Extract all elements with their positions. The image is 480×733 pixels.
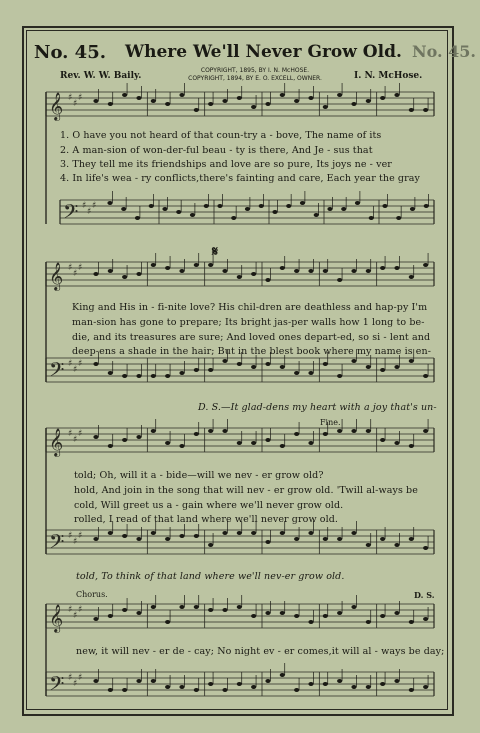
note-head xyxy=(93,435,98,439)
note-head xyxy=(337,611,342,615)
note-head xyxy=(394,266,399,270)
note-head xyxy=(93,537,98,541)
note-head xyxy=(337,374,342,378)
fine-mark: Fine. xyxy=(320,418,341,427)
note-head xyxy=(136,96,141,100)
note-head xyxy=(409,359,414,363)
note-head xyxy=(410,207,415,211)
note-head xyxy=(151,679,156,683)
note-head xyxy=(237,96,242,100)
note-head xyxy=(251,614,256,618)
note-head xyxy=(351,429,356,433)
note-head xyxy=(251,272,256,276)
sharp-icon: ♯ xyxy=(73,435,78,445)
note-head xyxy=(380,96,385,100)
note-head xyxy=(394,679,399,683)
note-head xyxy=(122,275,127,279)
note-head xyxy=(179,605,184,609)
note-head xyxy=(409,275,414,279)
sharp-icon: ♯ xyxy=(68,359,73,369)
note-head xyxy=(108,371,113,375)
note-head xyxy=(423,374,428,378)
note-head xyxy=(151,605,156,609)
note-head xyxy=(136,374,141,378)
copyright-line-1: COPYRIGHT, 1895, BY I. N. McHOSE. xyxy=(200,67,310,74)
note-head xyxy=(222,688,227,692)
note-head xyxy=(337,93,342,97)
note-head xyxy=(165,441,170,445)
ds-mark: D. S. xyxy=(414,590,435,600)
chorus-line: new, it will nev - er de - cay; No night ev - er comes,it will al - ways be day; xyxy=(76,646,445,657)
note-head xyxy=(280,531,285,535)
note-head xyxy=(323,105,328,109)
note-head xyxy=(323,537,328,541)
note-head xyxy=(337,679,342,683)
note-head xyxy=(327,207,332,211)
note-head xyxy=(165,374,170,378)
note-head xyxy=(136,435,141,439)
note-head xyxy=(194,605,199,609)
note-head xyxy=(165,102,170,106)
verse-4-line: deep-ens a shade in the hair; But in the blest book where my name is en- xyxy=(72,346,432,357)
note-head xyxy=(394,93,399,97)
note-head xyxy=(265,102,270,106)
composer-credit: I. N. McHose. xyxy=(354,71,423,81)
note-head xyxy=(222,531,227,535)
note-head xyxy=(380,614,385,618)
note-head xyxy=(396,216,401,220)
note-head xyxy=(237,531,242,535)
note-head xyxy=(308,682,313,686)
note-head xyxy=(251,365,256,369)
note-head xyxy=(280,673,285,677)
note-head xyxy=(341,207,346,211)
staff xyxy=(46,419,434,457)
note-head xyxy=(204,204,209,208)
note-head xyxy=(151,263,156,267)
note-head xyxy=(300,201,305,205)
sharp-icon: ♯ xyxy=(78,263,83,273)
staff xyxy=(46,83,434,121)
note-head xyxy=(423,108,428,112)
note-head xyxy=(308,531,313,535)
note-head xyxy=(323,269,328,273)
note-head xyxy=(409,688,414,692)
verse-3-line: cold, Will greet us a - gain where we'll never grow old. xyxy=(74,500,344,511)
note-head xyxy=(136,679,141,683)
note-head xyxy=(108,531,113,535)
sharp-icon: ♯ xyxy=(78,429,83,439)
note-head xyxy=(194,368,199,372)
note-head xyxy=(208,429,213,433)
note-head xyxy=(337,278,342,282)
note-head xyxy=(251,441,256,445)
ds-lyric-line: D. S.—It glad-dens my heart with a joy that's un- xyxy=(198,402,437,413)
note-head xyxy=(222,269,227,273)
note-head xyxy=(208,608,213,612)
note-head xyxy=(308,371,313,375)
note-head xyxy=(93,99,98,103)
note-head xyxy=(280,444,285,448)
note-head xyxy=(423,429,428,433)
note-head xyxy=(280,266,285,270)
verse-2-line: hold, And join in the song that will nev - er grow old. 'Twill al-ways be xyxy=(74,485,418,496)
note-head xyxy=(93,272,98,276)
note-head xyxy=(122,608,127,612)
note-head xyxy=(351,531,356,535)
note-head xyxy=(108,269,113,273)
note-head xyxy=(423,617,428,621)
note-head xyxy=(337,537,342,541)
sharp-icon: ♯ xyxy=(68,605,73,615)
staff xyxy=(46,663,434,700)
sharp-icon: ♯ xyxy=(73,269,78,279)
note-head xyxy=(265,438,270,442)
note-head xyxy=(194,432,199,436)
note-head xyxy=(351,605,356,609)
note-head xyxy=(165,620,170,624)
note-head xyxy=(294,537,299,541)
copyright-line-2: COPYRIGHT, 1894, BY E. O. EXCELL, OWNER. xyxy=(188,75,322,82)
note-head xyxy=(280,93,285,97)
staff xyxy=(46,253,434,291)
note-head xyxy=(179,269,184,273)
note-head xyxy=(93,617,98,621)
sharp-icon: ♯ xyxy=(92,201,97,211)
note-head xyxy=(208,543,213,547)
treble-clef-icon: 𝄞 xyxy=(49,92,64,120)
note-head xyxy=(409,444,414,448)
note-head xyxy=(208,263,213,267)
note-head xyxy=(366,429,371,433)
sharp-icon: ♯ xyxy=(68,429,73,439)
note-head xyxy=(237,362,242,366)
note-head xyxy=(149,204,154,208)
note-head xyxy=(294,269,299,273)
note-head xyxy=(108,102,113,106)
verse-3-line: die, and its treasures are sure; And loved ones depart-ed, so si - lent and xyxy=(72,332,431,343)
verse-1-line: told; Oh, will it a - bide—will we nev - er grow old? xyxy=(74,470,324,481)
hymn-title: Where We'll Never Grow Old. xyxy=(125,42,402,62)
note-head xyxy=(217,204,222,208)
note-head xyxy=(231,216,236,220)
note-head xyxy=(179,444,184,448)
note-head xyxy=(222,99,227,103)
note-head xyxy=(93,679,98,683)
note-head xyxy=(208,682,213,686)
ds-lyric-line: told, To think of that land where we'll nev-er grow old. xyxy=(76,571,345,582)
sharp-icon: ♯ xyxy=(78,605,83,615)
bass-clef-icon: 𝄢 xyxy=(49,530,65,558)
sharp-icon: ♯ xyxy=(68,93,73,103)
note-head xyxy=(323,614,328,618)
verse-2-line: 2. A man-sion of won-der-ful beau - ty is there, And Je - sus that xyxy=(60,145,373,156)
note-head xyxy=(165,537,170,541)
note-head xyxy=(108,614,113,618)
note-head xyxy=(424,204,429,208)
staff xyxy=(46,595,434,633)
note-head xyxy=(323,432,328,436)
note-head xyxy=(136,611,141,615)
sharp-icon: ♯ xyxy=(68,673,73,683)
verse-4-line: 4. In life's wea - ry conflicts,there's fainting and care, Each year the gray xyxy=(60,173,420,184)
note-head xyxy=(265,362,270,366)
note-head xyxy=(136,272,141,276)
note-head xyxy=(294,99,299,103)
note-head xyxy=(308,269,313,273)
note-head xyxy=(251,685,256,689)
bass-clef-icon: 𝄢 xyxy=(49,358,65,386)
verse-1-line: King and His in - fi-nite love? His chil-dren are deathless and hap-py I'm xyxy=(72,302,428,313)
note-head xyxy=(294,371,299,375)
note-head xyxy=(323,362,328,366)
note-head xyxy=(151,99,156,103)
note-head xyxy=(409,537,414,541)
note-head xyxy=(108,444,113,448)
bass-clef-icon: 𝄢 xyxy=(63,200,79,228)
note-head xyxy=(265,611,270,615)
note-head xyxy=(222,359,227,363)
note-head xyxy=(394,441,399,445)
note-head xyxy=(351,359,356,363)
note-head xyxy=(237,682,242,686)
note-head xyxy=(237,275,242,279)
note-head xyxy=(135,216,140,220)
note-head xyxy=(280,365,285,369)
sharp-icon: ♯ xyxy=(73,99,78,109)
note-head xyxy=(394,365,399,369)
note-head xyxy=(366,365,371,369)
staff xyxy=(60,191,434,228)
note-head xyxy=(179,534,184,538)
sharp-icon: ♯ xyxy=(68,531,73,541)
note-head xyxy=(108,688,113,692)
note-head xyxy=(165,266,170,270)
note-head xyxy=(179,685,184,689)
note-head xyxy=(382,204,387,208)
note-head xyxy=(423,263,428,267)
note-head xyxy=(308,441,313,445)
note-head xyxy=(265,278,270,282)
sharp-icon: ♯ xyxy=(73,537,78,547)
sharp-icon: ♯ xyxy=(78,531,83,541)
note-head xyxy=(165,685,170,689)
note-head xyxy=(423,546,428,550)
note-head xyxy=(122,534,127,538)
note-head xyxy=(294,614,299,618)
note-head xyxy=(323,682,328,686)
note-head xyxy=(366,685,371,689)
note-head xyxy=(121,207,126,211)
verse-4-line: rolled, I read of that land where we'll never grow old. xyxy=(74,514,339,525)
note-head xyxy=(351,269,356,273)
note-head xyxy=(337,429,342,433)
note-head xyxy=(208,368,213,372)
note-head xyxy=(245,207,250,211)
note-head xyxy=(194,534,199,538)
note-head xyxy=(394,611,399,615)
note-head xyxy=(222,429,227,433)
note-head xyxy=(151,429,156,433)
sharp-icon: ♯ xyxy=(73,365,78,375)
sharp-icon: ♯ xyxy=(87,207,92,217)
verse-3-line: 3. They tell me its friendships and love are so pure, Its joys ne - ver xyxy=(60,159,392,170)
treble-clef-icon: 𝄞 xyxy=(49,428,64,456)
note-head xyxy=(351,685,356,689)
note-head xyxy=(162,207,167,211)
note-head xyxy=(380,438,385,442)
segno-sign: 𝄋 xyxy=(212,244,219,260)
note-head xyxy=(314,213,319,217)
note-head xyxy=(380,537,385,541)
note-head xyxy=(194,108,199,112)
sharp-icon: ♯ xyxy=(82,201,87,211)
sharp-icon: ♯ xyxy=(78,359,83,369)
note-head xyxy=(294,688,299,692)
note-head xyxy=(179,371,184,375)
note-head xyxy=(122,374,127,378)
note-head xyxy=(409,108,414,112)
note-head xyxy=(409,620,414,624)
note-head xyxy=(423,685,428,689)
note-head xyxy=(272,210,277,214)
note-head xyxy=(380,682,385,686)
note-head xyxy=(366,269,371,273)
note-head xyxy=(179,93,184,97)
corner-number: No. 45. xyxy=(412,42,476,61)
note-head xyxy=(136,537,141,541)
note-head xyxy=(222,608,227,612)
note-head xyxy=(93,362,98,366)
note-head xyxy=(308,96,313,100)
note-head xyxy=(122,438,127,442)
note-head xyxy=(259,204,264,208)
sharp-icon: ♯ xyxy=(78,93,83,103)
note-head xyxy=(369,216,374,220)
note-head xyxy=(366,543,371,547)
staff xyxy=(46,521,434,558)
lyricist-credit: Rev. W. W. Baily. xyxy=(60,71,142,81)
note-head xyxy=(176,210,181,214)
note-head xyxy=(294,432,299,436)
sharp-icon: ♯ xyxy=(73,679,78,689)
note-head xyxy=(151,531,156,535)
note-head xyxy=(151,374,156,378)
note-head xyxy=(286,204,291,208)
note-head xyxy=(251,531,256,535)
sharp-icon: ♯ xyxy=(73,611,78,621)
note-head xyxy=(308,620,313,624)
note-head xyxy=(190,213,195,217)
note-head xyxy=(366,620,371,624)
note-head xyxy=(366,99,371,103)
note-head xyxy=(194,263,199,267)
chorus-label: Chorus. xyxy=(76,590,108,599)
note-head xyxy=(355,201,360,205)
note-head xyxy=(107,201,112,205)
bass-clef-icon: 𝄢 xyxy=(49,672,65,700)
verse-1-line: 1. O have you not heard of that coun-try a - bove, The name of its xyxy=(60,130,382,141)
verse-2-line: man-sion has gone to prepare; Its bright jas-per walls how 1 long to be- xyxy=(72,317,425,328)
sharp-icon: ♯ xyxy=(78,673,83,683)
sharp-icon: ♯ xyxy=(68,263,73,273)
note-head xyxy=(380,368,385,372)
note-head xyxy=(265,679,270,683)
note-head xyxy=(280,611,285,615)
note-head xyxy=(265,540,270,544)
note-head xyxy=(380,266,385,270)
note-head xyxy=(237,605,242,609)
note-head xyxy=(122,688,127,692)
hymn-number: No. 45. xyxy=(34,42,106,63)
note-head xyxy=(194,688,199,692)
note-head xyxy=(208,102,213,106)
treble-clef-icon: 𝄞 xyxy=(49,262,64,290)
note-head xyxy=(251,105,256,109)
note-head xyxy=(394,543,399,547)
note-head xyxy=(122,93,127,97)
note-head xyxy=(237,441,242,445)
note-head xyxy=(351,102,356,106)
treble-clef-icon: 𝄞 xyxy=(49,604,64,632)
